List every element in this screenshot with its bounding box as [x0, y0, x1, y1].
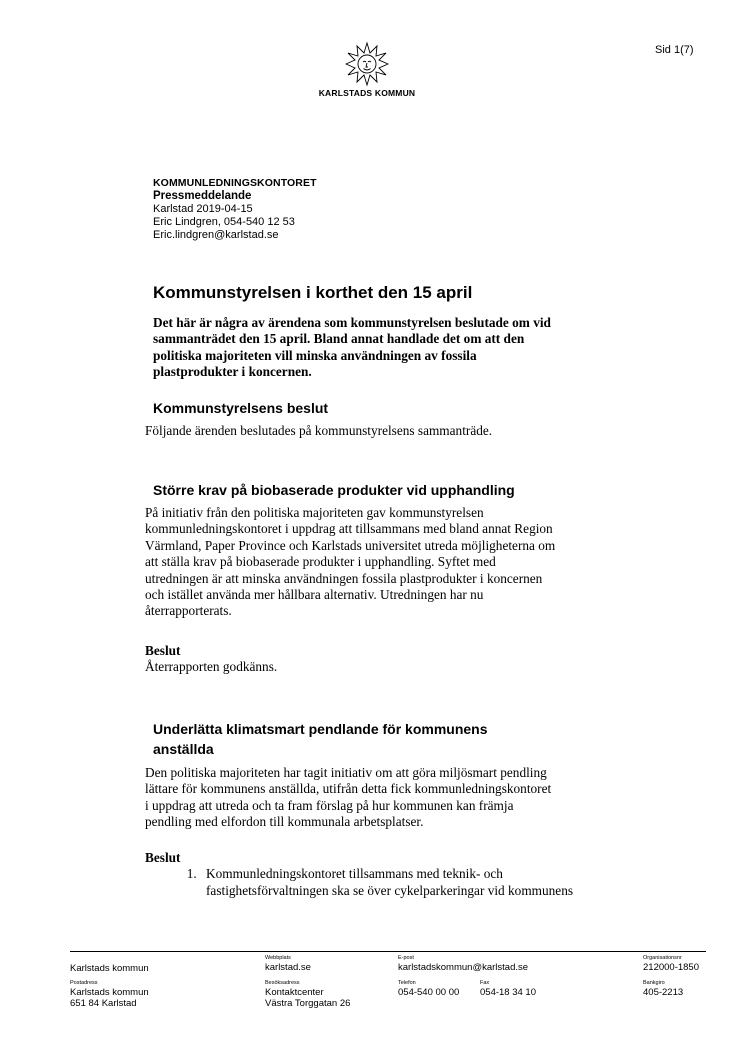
- lead-line: sammanträdet den 15 april. Bland annat handlade det om att den: [153, 331, 525, 347]
- section-heading-commuting: [153, 719, 613, 759]
- contact-person: Eric Lindgren, 054-540 12 53: [153, 216, 295, 228]
- section-heading-decisions: Kommunstyrelsens beslut: [153, 400, 329, 416]
- footer-value: 405-2213: [643, 987, 684, 998]
- footer-org-name: Karlstads kommun: [70, 963, 149, 974]
- footer-label: Besöksadress: [265, 980, 300, 986]
- footer-website: [265, 955, 311, 973]
- section-text-commuting: [145, 765, 625, 831]
- decision-item-line: Kommunledningskontoret tillsammans med teknik- och: [206, 866, 503, 882]
- decision-block-biobased: [145, 643, 277, 676]
- footer-label: Postadress: [70, 980, 98, 986]
- decision-label: Beslut: [145, 850, 181, 865]
- footer-label: Bankgiro: [643, 980, 665, 986]
- text-line: utredningen är att minska användningen fossila plastprodukter i koncernen: [145, 570, 543, 586]
- decision-item-line: fastighetsförvaltningen ska se över cykelparkeringar vid kommunens: [206, 882, 574, 898]
- footer-label: Fax: [480, 980, 490, 986]
- footer-phone: [398, 980, 459, 998]
- footer-value: Västra Torggatan 26: [265, 998, 351, 1009]
- text-line: kommunledningskontoret i uppdrag att tillsammans med bland annat Region: [145, 521, 553, 537]
- footer-label: Organisationsnr: [643, 955, 682, 961]
- footer-value: karlstad.se: [265, 962, 311, 973]
- footer-name: [70, 963, 149, 974]
- text-line: lättare för kommunens anställda, utifrån detta fick kommunledningskontoret: [145, 781, 552, 797]
- heading-line: anställda: [153, 741, 214, 757]
- footer-value: 212000-1850: [643, 962, 699, 973]
- footer-divider: [70, 951, 706, 952]
- footer-email: [398, 955, 528, 973]
- place-date: Karlstad 2019-04-15: [153, 203, 253, 215]
- contact-email: Eric.lindgren@karlstad.se: [153, 229, 279, 241]
- heading-line: Underlätta klimatsmart pendlande för kommunens: [153, 721, 488, 737]
- footer-value: karlstadskommun@karlstad.se: [398, 962, 529, 973]
- decision-block-commuting: [145, 850, 625, 899]
- text-line: På initiativ från den politiska majoriteten gav kommunstyrelsen: [145, 505, 484, 520]
- footer-value: Kontaktcenter: [265, 987, 324, 998]
- document-type: Pressmeddelande: [153, 190, 252, 202]
- text-line: att ställa krav på biobaserade produkter i upphandling. Syftet med: [145, 554, 496, 570]
- footer-label: E-post: [398, 955, 414, 961]
- text-line: Värmland, Paper Province och Karlstads universitet utreda möjligheterna om: [145, 537, 556, 553]
- lead-line: Det här är några av ärendena som kommunstyrelsen beslutade om vid: [153, 315, 551, 330]
- section-text-biobased: [145, 505, 625, 620]
- footer-value: 054-540 00 00: [398, 987, 460, 998]
- page-number: Sid 1(7): [655, 44, 694, 56]
- lead-line: plastprodukter i koncernen.: [153, 364, 312, 380]
- section-heading-biobased: Större krav på biobaserade produkter vid upphandling: [153, 482, 515, 498]
- text-line: i uppdrag att utreda och ta fram förslag på hur kommunen kan främja: [145, 797, 514, 813]
- footer-label: Telefon: [398, 980, 416, 986]
- decision-label: Beslut: [145, 643, 181, 658]
- footer-bankgiro: [643, 980, 683, 998]
- sun-face-icon: [345, 42, 389, 86]
- header-block: [153, 177, 317, 242]
- lead-paragraph: [153, 315, 623, 381]
- text-line: återrapporterats.: [145, 603, 232, 619]
- decision-list: [145, 866, 625, 899]
- footer-orgnr: [643, 955, 699, 973]
- footer-value: Karlstads kommun: [70, 987, 149, 998]
- footer-value: 651 84 Karlstad: [70, 998, 137, 1009]
- footer-label: Webbplats: [265, 955, 291, 961]
- text-line: Den politiska majoriteten har tagit initiativ om att göra miljösmart pendling: [145, 765, 547, 780]
- footer-postal-address: [70, 980, 149, 1009]
- text-line: pendling med elfordon till kommunala arbetsplatser.: [145, 814, 424, 830]
- text-line: och istället använda mer hållbara alternativ. Utredningen har nu: [145, 587, 484, 603]
- logo-text: KARLSTADS KOMMUN: [318, 88, 416, 98]
- section-text-decisions: Följande ärenden beslutades på kommunstyrelsens sammanträde.: [145, 423, 493, 438]
- lead-line: politiska majoriteten vill minska användningen av fossila: [153, 347, 477, 363]
- municipality-logo: [300, 42, 434, 98]
- department: KOMMUNLEDNINGSKONTORET: [153, 177, 317, 189]
- page-title: Kommunstyrelsen i korthet den 15 april: [153, 283, 473, 302]
- footer-visiting-address: [265, 980, 350, 1009]
- footer-fax: [480, 980, 536, 998]
- decision-item: [200, 866, 625, 899]
- footer-value: 054-18 34 10: [480, 987, 536, 998]
- decision-text: Återrapporten godkänns.: [145, 659, 278, 675]
